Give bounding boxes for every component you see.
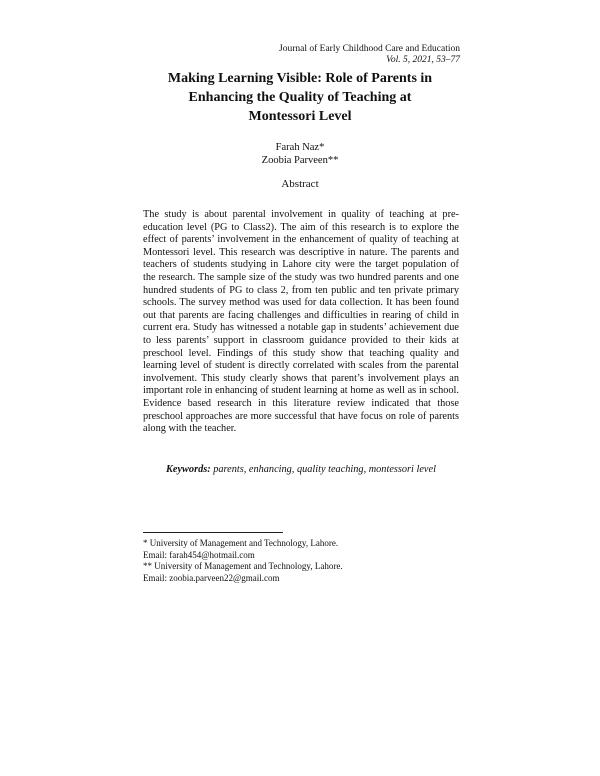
journal-header: [279, 44, 460, 66]
abstract-body: The study is about parental involvement in quality of teaching at pre-education level (PG to Class2). The aim of this research is to explore the effect of parents’ involvement in the enhancement of quality of teaching at Montessori level. This research was descriptive in nature. The parents and teachers of students studying in Lahore city were the target population of the research. The sample size of the study was two hundred parents and one hundred students of PG to class 2, from ten public and ten private primary schools. The survey method was used for data collection. It has been found out that parents are facing challenges and difficulties in rearing of child in current era. Study has witnessed a notable gap in students’ achievement due to less parents’ support in classroom guidance provided to their kids at preschool level. Findings of this study show that teaching quality and learning level of student is directly correlated with scales from the parental involvement. This study clearly shows that parent’s involvement plays an important role in enhancing of student learning at home as well as in school. Evidence based research in this literature review indicated that those preschool approaches are more successful that have focus on role of parents along with the teacher.: [143, 209, 459, 435]
keywords-text: parents, enhancing, quality teaching, montessori level: [213, 464, 436, 475]
author-name: Zoobia Parveen**: [261, 155, 339, 166]
footnote-email: Email: zoobia.parveen22@gmail.com: [143, 572, 280, 583]
journal-name: Journal of Early Childhood Care and Education: [279, 44, 460, 54]
footnotes: [143, 538, 463, 584]
paper-title: [150, 69, 450, 126]
footnote-email: Email: farah454@hotmail.com: [143, 549, 255, 560]
author-list: [150, 141, 450, 167]
footnote-divider: [143, 532, 283, 533]
keywords-label: Keywords:: [166, 464, 211, 475]
author-name: Farah Naz*: [275, 142, 325, 153]
keywords-line: [143, 463, 459, 476]
title-line: Enhancing the Quality of Teaching at: [188, 90, 412, 105]
title-line: Making Learning Visible: Role of Parents in: [167, 71, 433, 86]
abstract-heading: Abstract: [281, 178, 319, 190]
footnote-affiliation: * University of Management and Technology, Lahore.: [143, 538, 339, 548]
journal-volume: Vol. 5, 2021, 53–77: [386, 55, 460, 65]
footnote-affiliation: ** University of Management and Technology, Lahore.: [143, 561, 343, 571]
title-line: Montessori Level: [248, 109, 352, 124]
